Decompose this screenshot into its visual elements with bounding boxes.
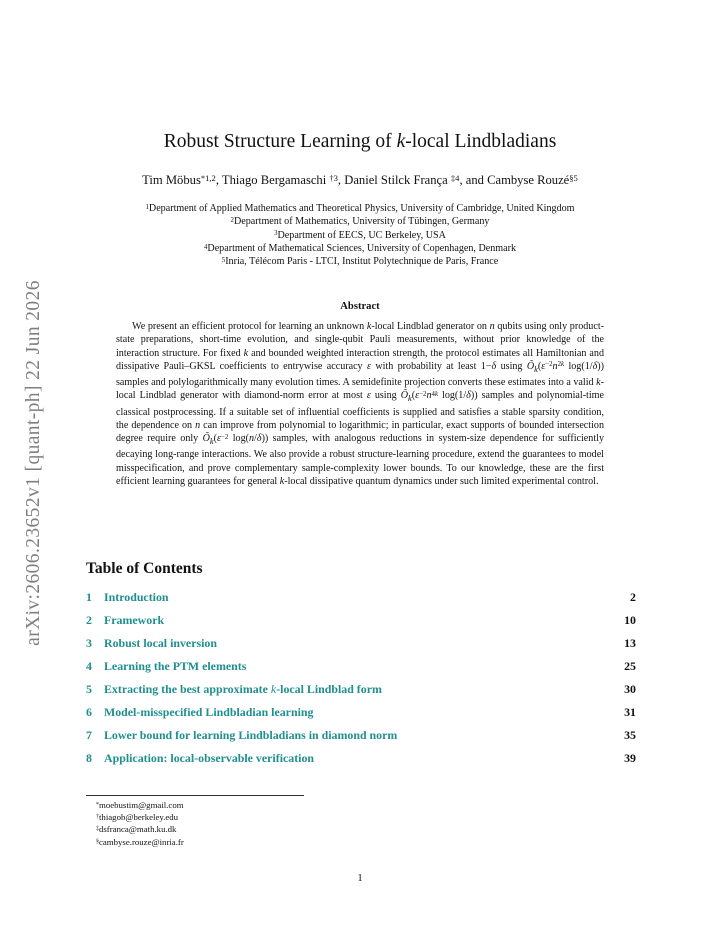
page-number: 1 <box>357 873 363 884</box>
footnote: †thiagob@berkeley.edu <box>96 812 179 823</box>
author: Tim Möbus$^{*1,2}$ <box>142 173 216 187</box>
toc-entry-extracting-lindblad-form[interactable]: 5 Extracting the best approximate k-local Lindblad form 30 <box>86 682 636 696</box>
footnote: *moebustim@gmail.com <box>96 800 184 810</box>
arxiv-stamp-text: arXiv:2606.23652v1 [quant-ph] 22 Jun 2026 <box>23 280 44 646</box>
footnotes <box>96 799 184 848</box>
affiliation: $^2$Department of Mathematics, University of Tübingen, Germany <box>230 216 490 228</box>
affiliations <box>0 202 720 268</box>
author: Thiago Bergamaschi $^{\dagger 3}$ <box>221 173 338 187</box>
footnote: §cambyse.rouze@inria.fr <box>96 836 184 847</box>
abstract-body: We present an efficient protocol for learning an unknown k-local Lindblad generator on n qubits using only product-state preparations, short-time evolution, and single-qubit Pauli measurements, without prior knowledge of the interaction structure. For fixed k and bounded weighted interaction strength, the protocol estimates all Hamiltonian and dissipative Pauli–GKSL coefficients to entrywise accuracy ε with probability at least 1−δ using $Õ_k(\varepsilon^{-2}n^{2k}$ log(1/δ)) samples and polylogarithmically many evolution times. A semidefinite projection converts these estimates into a valid k-local Lindblad generator with diamond-norm error at most ε using $Õ_k(\varepsilon^{-2}n^{4k}$ log(1/δ)) samples and polynomial-time classical postprocessing. If a suitable set of influential coefficients is supplied and satisfies a stable sparsity condition, the dependence on n can improve from polynomial to logarithmic; in particular, exact supports of bounded intersection degree require only $Õ_k(\varepsilon^{-2}$ log(n/δ)) samples, with analogous reductions in system-size dependence for sufficiently decaying long-range interactions. We also provide a robust structure-learning procedure, extend the guarantees to model misspecification, and prove complementary sample-complexity lower bounds. To our knowledge, these are the first efficient learning guarantees for general k-local dissipative quantum dynamics under such limited experimental control. <box>116 321 604 487</box>
table-of-contents <box>86 590 636 774</box>
paper-title: Robust Structure Learning of k-local Lindbladians <box>163 131 557 152</box>
toc-entry-learning-ptm-elements[interactable]: 4 Learning the PTM elements 25 <box>86 659 636 673</box>
footnote: ‡dsfranca@math.ku.dk <box>96 824 177 835</box>
footnote-rule <box>86 795 304 796</box>
affiliation: $^1$Department of Applied Mathematics and Theoretical Physics, University of Cambridge, United Kingdom <box>145 203 575 214</box>
abstract-heading: Abstract <box>340 301 380 312</box>
toc-entry-introduction[interactable]: 1 Introduction 2 <box>86 590 636 604</box>
author: Daniel Stilck França $^{\ddagger 4}$ <box>344 173 460 187</box>
toc-entry-model-misspecified[interactable]: 6 Model-misspecified Lindbladian learning 31 <box>86 705 636 719</box>
toc-entry-framework[interactable]: 2 Framework 10 <box>86 613 636 627</box>
author: Cambyse Rouzé$^{\S 5}$ <box>487 173 578 187</box>
affiliation: $^4$Department of Mathematical Sciences, University of Copenhagen, Denmark <box>203 242 517 254</box>
toc-entry-lower-bound[interactable]: 7 Lower bound for learning Lindbladians in diamond norm 35 <box>86 728 636 742</box>
author-list: Tim Möbus$^{*1,2}$, Thiago Bergamaschi $^{\dagger 3}$, Daniel Stilck França $^{\ddagger 4}$, and Cambyse Rouzé$^{\S 5}$ <box>142 173 578 187</box>
toc-entry-application[interactable]: 8 Application: local-observable verification 39 <box>86 751 636 765</box>
affiliation: $^3$Department of EECS, UC Berkeley, USA <box>274 229 446 241</box>
toc-entry-robust-local-inversion[interactable]: 3 Robust local inversion 13 <box>86 636 636 650</box>
toc-heading: Table of Contents <box>86 560 203 577</box>
affiliation: $^5$Inria, Télécom Paris - LTCI, Institut Polytechnique de Paris, France <box>221 256 499 268</box>
